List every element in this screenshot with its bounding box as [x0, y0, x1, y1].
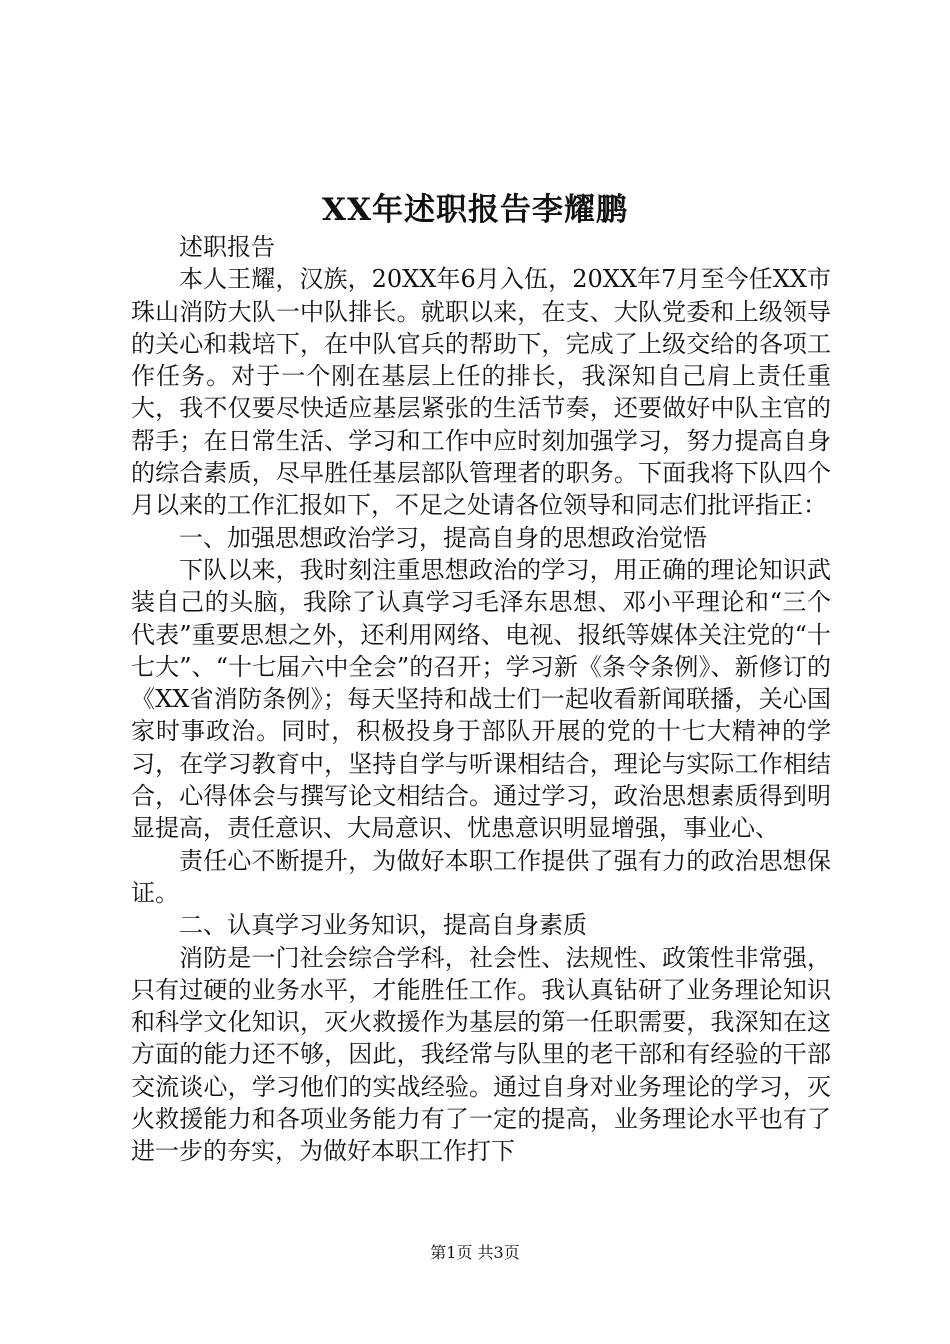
paragraph-professional-study: 消防是一门社会综合学科，社会性、法规性、政策性非常强，只有过硬的业务水平，才能胜任工作。我认真钻研了业务理论知识和科学文化知识，灭火救援作为基层的第一任职需要，我深知在这方面的能力还不够，因此，我经常与队里的老干部和有经验的干部交流谈心，学习他们的实战经验。通过自身对业务理论的学习，灭火救援能力和各项业务能力有了一定的提高，业务理论水平也有了进一步的夯实，为做好本职工作打下 [131, 943, 831, 1166]
section-heading-1: 一、加强思想政治学习，提高自身的思想政治觉悟 [179, 523, 707, 552]
page-number-footer: 第1页 共3页 [430, 1243, 520, 1262]
paragraph-heading: 述职报告 [179, 233, 275, 261]
document-title: XX年述职报告李耀鹏 [321, 192, 629, 228]
paragraph-political-study-cont: 责任心不断提升，为做好本职工作提供了强有力的政治思想保证。 [131, 846, 831, 907]
paragraph-intro: 本人王耀，汉族，20XX年6月入伍，20XX年7月至今任XX市珠山消防大队一中队排长。就职以来，在支、大队党委和上级领导的关心和栽培下，在中队官兵的帮助下，完成了上级交给的各项工作任务。对于一个刚在基层上任的排长，我深知自己肩上责任重大，我不仅要尽快适应基层紧张的生活节奏，还要做好中队主官的帮手；在日常生活、学习和工作中应时刻加强学习，努力提高自身的综合素质，尽早胜任基层部队管理者的职务。下面我将下队四个月以来的工作汇报如下，不足之处请各位领导和同志们批评指正： [131, 265, 831, 520]
paragraph-political-study: 下队以来，我时刻注重思想政治的学习，用正确的理论知识武装自己的头脑，我除了认真学习毛泽东思想、邓小平理论和“三个代表”重要思想之外，还利用网络、电视、报纸等媒体关注党的“十七大”、“十七届六中全会”的召开；学习新《条令条例》、新修订的《XX省消防条例》；每天坚持和战士们一起收看新闻联播，关心国家时事政治。同时，积极投身于部队开展的党的十七大精神的学习，在学习教育中，坚持自学与听课相结合，理论与实际工作相结合，心得体会与撰写论文相结合。通过学习，政治思想素质得到明显提高，责任意识、大局意识、忧患意识明显增强，事业心、 [131, 555, 831, 843]
document-body [131, 231, 831, 1168]
section-heading-2: 二、认真学习业务知识，提高自身素质 [179, 911, 587, 940]
